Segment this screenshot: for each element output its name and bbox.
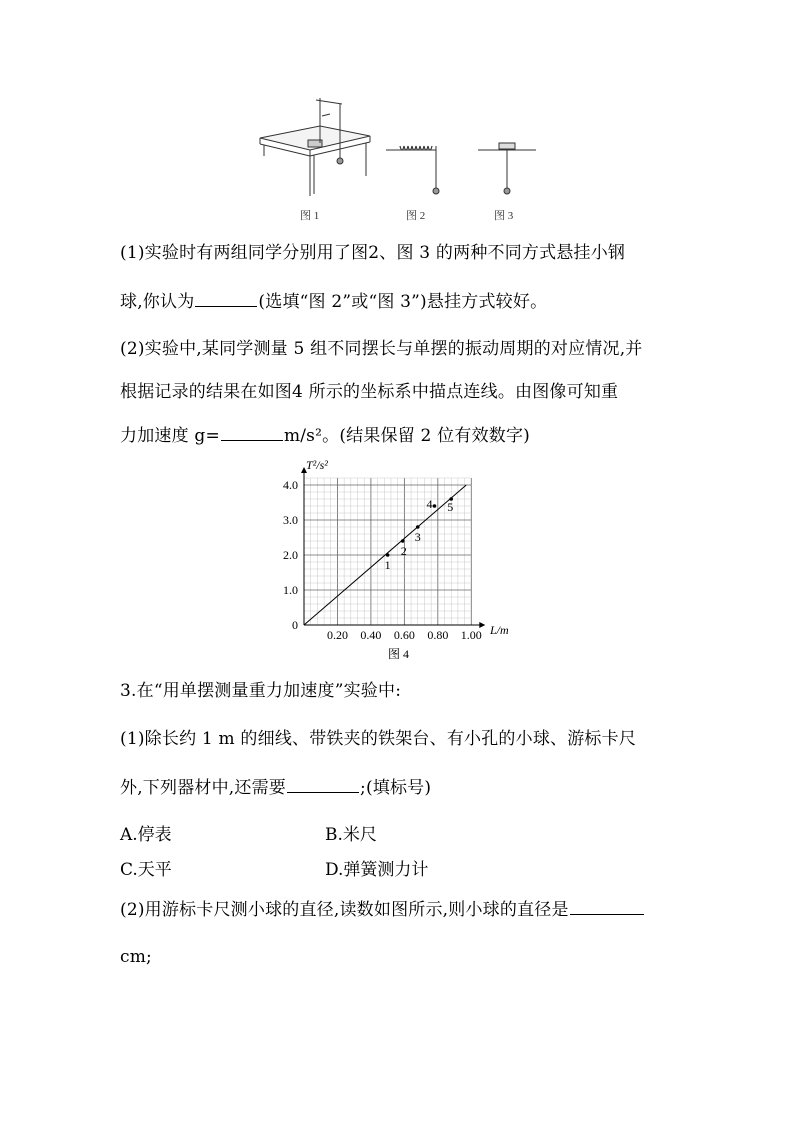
data-point-label: 4	[426, 497, 433, 511]
figure-2-caption: 图 2	[406, 210, 426, 222]
q2-part2-text-pre: 力加速度 g=	[120, 426, 220, 446]
q3-part2-line1	[120, 898, 645, 921]
chart-x-axis-label: L/m	[490, 623, 509, 637]
apparatus-figures	[250, 88, 550, 206]
y-tick-label: 4.0	[283, 478, 298, 492]
q2-part2-line1: (2)实验中,某同学测量 5 组不同摆长与单摆的振动周期的对应情况,并	[120, 339, 643, 359]
figure-2-spring-suspension	[386, 146, 439, 194]
data-point-label: 2	[400, 544, 407, 558]
data-point	[386, 553, 390, 557]
y-tick-label: 3.0	[283, 513, 298, 527]
x-tick-label: 0.20	[326, 628, 348, 642]
q2-part1-line1: (1)实验时有两组同学分别用了图2、图 3 的两种不同方式悬挂小钢	[120, 243, 626, 263]
y-tick-label: 1.0	[283, 583, 298, 597]
q2-part2-line2: 根据记录的结果在如图4 所示的坐标系中描点连线。由图像可知重	[120, 382, 619, 402]
q3-part1-answer-blank[interactable]	[287, 776, 359, 793]
data-point-label: 3	[414, 530, 421, 544]
q3-title: 3.在“用单摆测量重力加速度”实验中:	[120, 681, 402, 701]
figure-4-chart	[270, 458, 530, 664]
figure-1-caption: 图 1	[300, 210, 320, 222]
option-d: D.弹簧测力计	[325, 860, 429, 880]
data-point	[433, 504, 437, 508]
q2-part1-text-pre: 球,你认为	[120, 292, 195, 312]
q3-part2-line2: cm;	[120, 947, 152, 967]
q2-part2-unit: m/s²	[283, 426, 323, 446]
q3-part1-line1: (1)除长约 1 m 的细线、带铁夹的铁架台、有小孔的小球、游标卡尺	[120, 729, 637, 749]
x-tick-label: 0.80	[427, 628, 449, 642]
x-tick-label: 0.40	[360, 628, 382, 642]
option-b: B.米尺	[325, 825, 377, 845]
chart-caption: 图 4	[388, 647, 410, 661]
q2-part1-line2	[120, 290, 547, 313]
data-point-label: 5	[447, 500, 454, 514]
figure-1-table-pendulum	[260, 98, 370, 196]
q2-part1-answer-blank[interactable]	[195, 290, 257, 307]
q3-part2-text: (2)用游标卡尺测小球的直径,读数如图所示,则小球的直径是	[120, 900, 569, 920]
option-a: A.停表	[120, 825, 172, 845]
data-point-label: 1	[384, 558, 391, 572]
y-tick-label: 0	[292, 618, 298, 632]
q2-part2-text-post: 。(结果保留 2 位有效数字)	[322, 426, 531, 446]
q3-part2-answer-blank[interactable]	[570, 898, 644, 915]
option-c: C.天平	[120, 860, 172, 880]
q3-part1-line2	[120, 776, 431, 799]
data-point	[416, 525, 420, 529]
x-tick-label: 0.60	[393, 628, 415, 642]
x-tick-label: 1.00	[460, 628, 482, 642]
data-point	[401, 539, 405, 543]
q3-part1-text-pre: 外,下列器材中,还需要	[120, 778, 287, 798]
q2-part2-answer-blank[interactable]	[221, 424, 283, 441]
chart-y-axis-label: T²/s²	[306, 458, 328, 472]
figure-3-caption: 图 3	[494, 210, 514, 222]
q3-part1-text-post: ;(填标号)	[360, 778, 432, 798]
y-tick-label: 2.0	[283, 548, 298, 562]
q2-part2-line3	[120, 424, 530, 447]
figure-3-clamp-suspension	[478, 143, 536, 194]
q2-part1-text-post: (选填“图 2”或“图 3”)悬挂方式较好。	[258, 292, 548, 312]
